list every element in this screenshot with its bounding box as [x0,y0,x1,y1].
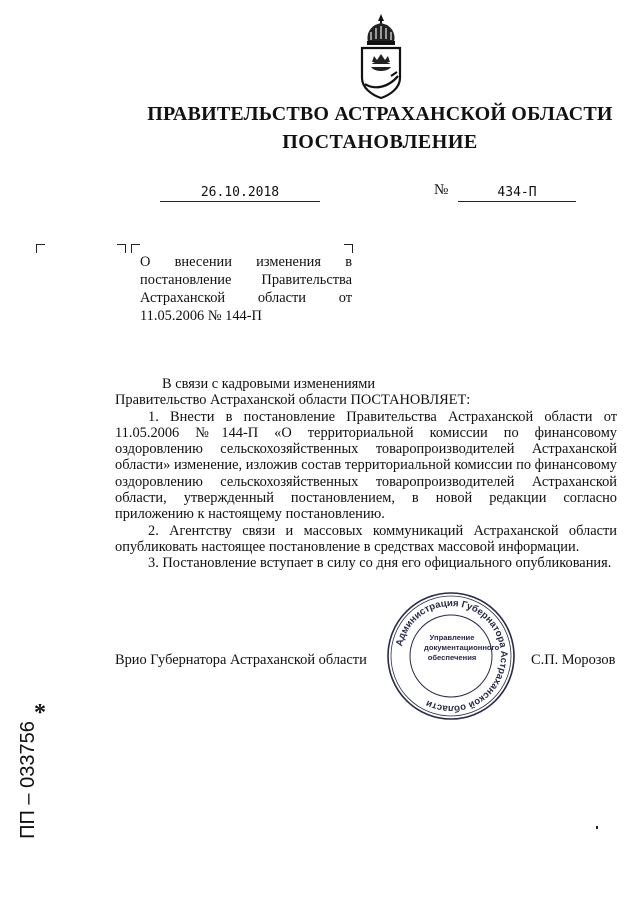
serial-asterisk: * [34,700,46,726]
preamble-line-1: В связи с кадровыми изменениями [162,376,376,392]
corner-bracket-mid-left [131,244,140,253]
document-subject: О внесении изменения в постановление Правительства Астраханской области от 11.05.2006 № 144-П [140,254,352,324]
corner-bracket-top-right [344,244,353,253]
corner-bracket-mid-right [117,244,126,253]
document-body [115,376,617,572]
stamp-line-1: Управление [429,633,475,642]
stamp-line-2: документационного [424,643,500,652]
number-sign: № [434,182,449,198]
document-type-title: ПОСТАНОВЛЕНИЕ [282,131,478,153]
clause-2: 2. Агентству связи и массовых коммуникаций Астраханской области опубликовать настоящее постановление в средствах массовой информации. [115,522,617,555]
speck-mark [596,826,598,829]
signatory-name: С.П. Морозов [531,652,616,668]
stamp-center-text [424,633,500,663]
signatory-position: Врио Губернатора Астраханской области [115,652,367,668]
document-date: 26.10.2018 [160,185,320,202]
clause-1: 1. Внести в постановление Правительства Астраханской области от 11.05.2006 №144-П «О территориальной комиссии по финансовому оздоровлению сельскохозяйственных товаропроизводителей Астраханской области» изменение, изложив состав территориальной комиссии по финансовому оздоровлению сельскохозяйственных товаропроизводителей Астраханской области, утвержденный постановлением, в новой редакции согласно приложению к настоящему постановлению. [115,408,617,523]
organization-title: ПРАВИТЕЛЬСТВО АСТРАХАНСКОЙ ОБЛАСТИ [147,103,613,125]
coat-of-arms-emblem [356,12,406,100]
stamp-line-3: обеспечения [427,653,477,662]
stamp-ring-text: Администрация Губернатора Астраханской области [394,597,510,715]
preamble-line-2: Правительство Астраханской области ПОСТАНОВЛЯЕТ: [115,392,471,409]
clause-3: 3. Постановление вступает в силу со дня его официального опубликования. [148,555,612,572]
form-serial-number: ПП – 033756 [17,721,39,839]
corner-bracket-top-left [36,244,45,253]
document-number: 434-П [458,185,576,202]
